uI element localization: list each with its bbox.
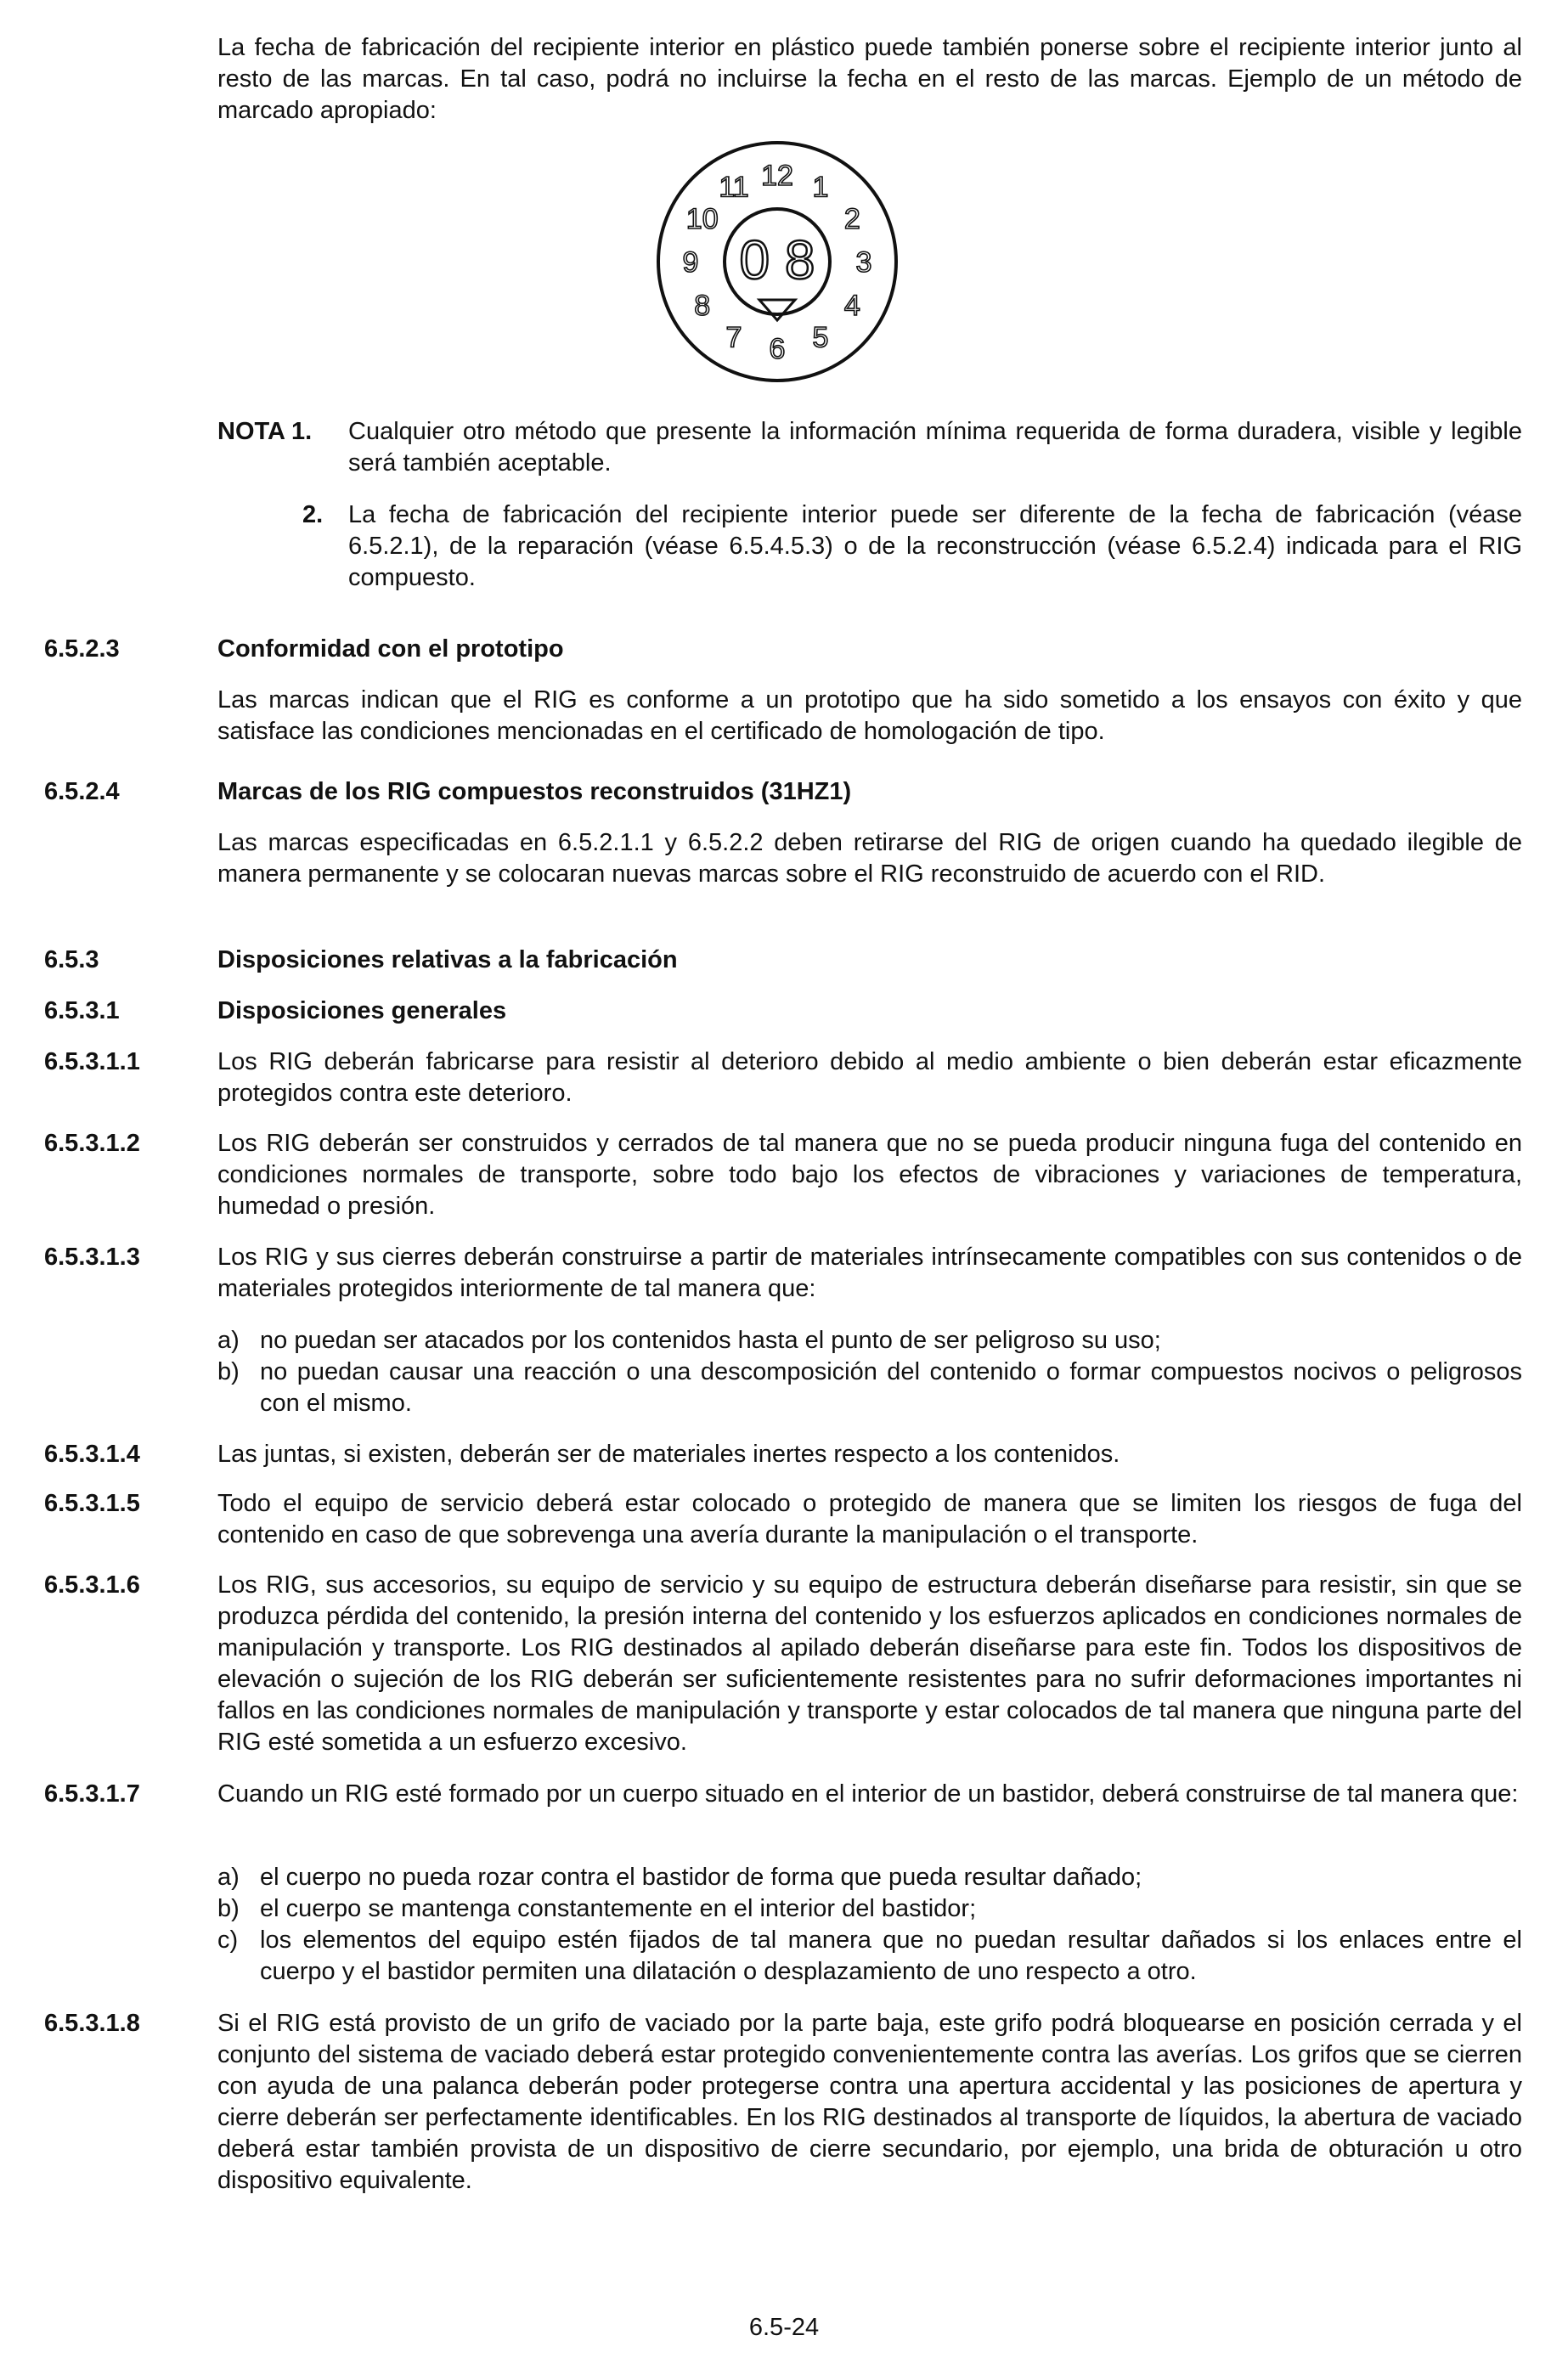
note-label: NOTA 1. — [217, 418, 313, 445]
list-item-text: el cuerpo se mantenga constantemente en el interior del bastidor; — [260, 1895, 977, 1922]
section-text: Las juntas, si existen, deberán ser de materiales inertes respecto a los contenidos. — [217, 1441, 1120, 1468]
month-number: 6 — [769, 333, 786, 365]
list-marker: a) — [217, 1864, 240, 1891]
month-number: 5 — [812, 321, 829, 354]
list-item — [217, 1925, 1522, 1988]
list-item-text: el cuerpo no pueda rozar contra el bastidor de forma que pueda resultar dañado; — [260, 1864, 1142, 1891]
month-number: 1 — [812, 171, 829, 204]
note-1-text: Cualquier otro método que presente la información mínima requerida de forma duradera, visible y legible será también aceptable. — [348, 418, 1522, 477]
list-marker: a) — [217, 1327, 240, 1354]
section-number: 6.5.3.1.1 — [44, 1048, 140, 1075]
list-marker: c) — [217, 1926, 239, 1954]
month-number: 3 — [855, 246, 872, 279]
month-number: 11 — [719, 171, 749, 204]
section-number: 6.5.3.1.6 — [44, 1571, 140, 1599]
section-number: 6.5.3.1.3 — [44, 1244, 140, 1271]
section-title: Disposiciones relativas a la fabricación — [217, 946, 678, 973]
section-text: Si el RIG está provisto de un grifo de vaciado por la parte baja, este grifo podrá bloquearse en posición cerrada y el conjunto del sistema de vaciado deberá estar protegido convenientemente contra las averías. Los grifos que se cierren con ayuda de una palanca deberán poder protegerse contra una apertura accidental y las posiciones de apertura y cierre deberán ser perfectamente identificables. En los RIG destinados al transporte de líquidos, la abertura de vaciado deberá estar también provista de un dispositivo de cierre secundario, por ejemplo, una brida de obturación u otro dispositivo equivalente. — [217, 2010, 1522, 2194]
section-text: Los RIG y sus cierres deberán construirse a partir de materiales intrínsecamente compatibles con sus contenidos o de materiales protegidos interiormente de tal manera que: — [217, 1244, 1522, 1302]
month-number: 8 — [694, 290, 711, 322]
section-number: 6.5.3.1 — [44, 997, 120, 1024]
month-number: 9 — [682, 246, 699, 279]
month-number: 2 — [843, 203, 860, 235]
page-number: 6.5-24 — [748, 2314, 820, 2341]
section-number: 6.5.3.1.2 — [44, 1130, 140, 1157]
note-2-text: La fecha de fabricación del recipiente interior puede ser diferente de la fecha de fabricación (véase 6.5.2.1), de la reparación (véase 6.5.4.5.3) o de la reconstrucción (véase 6.5.2.4) indicada para el RIG compuesto. — [348, 501, 1522, 591]
note-2-number: 2. — [302, 501, 324, 528]
section-number: 6.5.3.1.8 — [44, 2010, 140, 2037]
section-number: 6.5.3.1.4 — [44, 1441, 140, 1468]
list-item — [217, 1357, 1522, 1419]
section-title: Conformidad con el prototipo — [217, 635, 564, 663]
list-item — [217, 1862, 1522, 1893]
list-item-text: no puedan ser atacados por los contenidos hasta el punto de ser peligroso su uso; — [260, 1327, 1161, 1354]
month-number: 10 — [685, 203, 719, 235]
list-6-5-3-1-3 — [217, 1325, 1522, 1419]
pointer-triangle-icon — [759, 300, 795, 320]
section-6-5-2-3-text: Las marcas indican que el RIG es conforme a un prototipo que ha sido sometido a los ensayos con éxito y que satisface las condiciones mencionadas en el certificado de homologación de tipo. — [217, 686, 1522, 745]
section-title: Marcas de los RIG compuestos reconstruidos (31HZ1) — [217, 778, 852, 805]
section-number: 6.5.2.3 — [44, 635, 120, 663]
section-number: 6.5.3.1.5 — [44, 1490, 140, 1517]
list-marker: b) — [217, 1895, 240, 1922]
section-title: Disposiciones generales — [217, 997, 507, 1024]
section-text: Los RIG deberán fabricarse para resistir al deterioro debido al medio ambiente o bien deberán estar eficazmente protegidos contra este deterioro. — [217, 1048, 1522, 1107]
list-6-5-3-1-7 — [217, 1862, 1522, 1988]
list-marker: b) — [217, 1358, 240, 1385]
list-item-text: los elementos del equipo estén fijados de tal manera que no puedan resultar dañados si los enlaces entre el cuerpo y el bastidor permiten una dilatación o desplazamiento de uno respecto a otro. — [260, 1926, 1522, 1985]
list-item — [217, 1325, 1522, 1357]
date-marking-dial — [654, 138, 900, 385]
section-number: 6.5.2.4 — [44, 778, 120, 805]
year-digits: 0 8 — [739, 229, 815, 291]
section-text: Cuando un RIG esté formado por un cuerpo situado en el interior de un bastidor, deberá construirse de tal manera que: — [217, 1780, 1519, 1808]
section-number: 6.5.3.1.7 — [44, 1780, 140, 1808]
list-item-text: no puedan causar una reacción o una descomposición del contenido o formar compuestos nocivos o peligrosos con el mismo. — [260, 1358, 1522, 1417]
section-6-5-2-4-text: Las marcas especificadas en 6.5.2.1.1 y 6.5.2.2 deben retirarse del RIG de origen cuando ha quedado ilegible de manera permanente y se colocaran nuevas marcas sobre el RIG reconstruido de acuerdo con el RID. — [217, 829, 1522, 888]
section-text: Los RIG deberán ser construidos y cerrados de tal manera que no se pueda producir ninguna fuga del contenido en condiciones normales de transporte, sobre todo bajo los efectos de vibraciones y variaciones de temperatura, humedad o presión. — [217, 1130, 1522, 1220]
list-item — [217, 1893, 1522, 1925]
month-number: 12 — [761, 160, 793, 192]
section-number: 6.5.3 — [44, 946, 99, 973]
section-text: Los RIG, sus accesorios, su equipo de servicio y su equipo de estructura deberán diseñarse para resistir, sin que se produzca pérdida del contenido, la presión interna del contenido y los esfuerzos aplicados en condiciones normales de manipulación y transporte. Los RIG destinados al apilado deberán diseñarse para este fin. Todos los dispositivos de elevación o sujeción de los RIG deberán ser suficientemente resistentes para no sufrir deformaciones importantes ni fallos en las condiciones normales de manipulación y transporte y estar colocados de tal manera que ninguna parte del RIG esté sometida a un esfuerzo excesivo. — [217, 1571, 1522, 1756]
section-text: Todo el equipo de servicio deberá estar colocado o protegido de manera que se limiten los riesgos de fuga del contenido en caso de que sobrevenga una avería durante la manipulación o el transporte. — [217, 1490, 1522, 1548]
month-number: 7 — [725, 321, 742, 354]
intro-paragraph: La fecha de fabricación del recipiente interior en plástico puede también ponerse sobre el recipiente interior junto al resto de las marcas. En tal caso, podrá no incluirse la fecha en el resto de las marcas. Ejemplo de un método de marcado apropiado: — [217, 34, 1522, 124]
month-number: 4 — [843, 290, 860, 322]
